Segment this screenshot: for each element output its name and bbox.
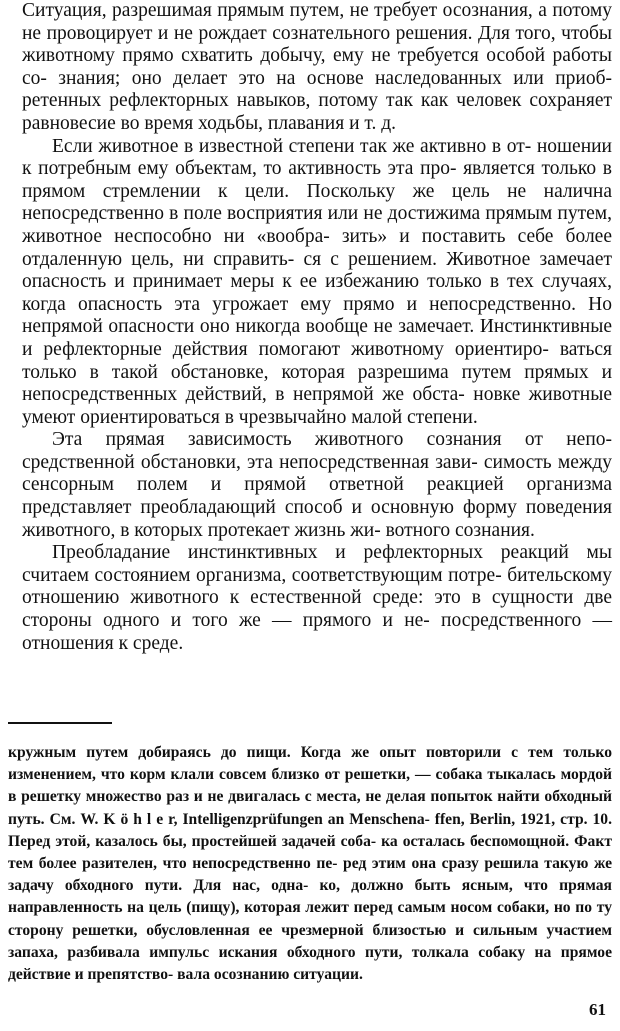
paragraph-4: Преобладание инстинктивных и рефлекторных реакций мы считаем состоянием организма, соответствующим потре- бительскому отношению животного к естественной среде: это в сущности две стороны одного и того же — прямого и не- посредственного — отношения к среде. <box>22 542 612 654</box>
footnote <box>8 742 612 986</box>
paragraph-1: Ситуация, разрешимая прямым путем, не требует осознания, а потому не провоцирует и не рождает сознательного решения. Для того, чтобы животному прямо схватить добычу, ему не требуется особой работы со- знания; оно делает это на основе наследованных или приоб- ретенных рефлекторных навыков, потому так как человек сохраняет равновесие во время ходьбы, плавания и т. д. <box>22 0 612 134</box>
main-text-body <box>22 0 612 655</box>
paragraph-2: Если животное в известной степени так же активно в от- ношении к потребным ему объектам, то активность эта про- является только в прямом стремлении к цели. Поскольку же цель не налична непосредственно в поле восприятия или не достижима прямым путем, животное неспособно ни «вообра- зить» и поставить себе более отдаленную цель, ни справить- ся с решением. Животное замечает опасность и принимает меры к ее избежанию только в тех случаях, когда опасность эта угрожает ему прямо и непосредственно. Но непрямой опасности оно никогда вообще не замечает. Инстинктивные и рефлекторные действия помогают животному ориентиро- ваться только в такой обстановке, которая разрешима путем прямых и непосредственных действий, в непрямой же обста- новке животные умеют ориентироваться в чрезвычайно малой степени. <box>22 135 612 428</box>
page-number: 61 <box>589 1000 606 1019</box>
footnote-text: кружным путем добираясь до пищи. Когда же опыт повторили с тем только изменением, что корм клали совсем близко от решетки, — собака тыкалась мордой в решетку множество раз и не двигалась с места, не делая попыток найти обходный путь. См. W. K ö h l e r, Intelligenzprüfungen an Menschena- ffen, Berlin, 1921, стр. 10. Перед этой, казалось бы, простейшей задачей соба- ка осталась беспомощной. Факт тем более разителен, что непосредственно пе- ред этим она сразу решила такую же задачу обходного пути. Для нас, одна- ко, должно быть ясным, что прямая направленность на цель (пищу), которая лежит перед самым носом собаки, но по ту сторону решетки, обусловленная ее чрезмерной близостью и сильным участием запаха, разбивала импульс искания обходного пути, толкала собаку на прямое действие и препятство- вала осознанию ситуации. <box>8 744 612 984</box>
paragraph-3: Эта прямая зависимость животного сознания от непо- средственной обстановки, эта непосредственная зави- симость между сенсорным полем и прямой ответной реакцией организма представляет преобладающий способ и основную форму поведения животного, в которых протекает жизнь жи- вотного сознания. <box>22 429 612 541</box>
footnote-separator <box>8 722 112 724</box>
